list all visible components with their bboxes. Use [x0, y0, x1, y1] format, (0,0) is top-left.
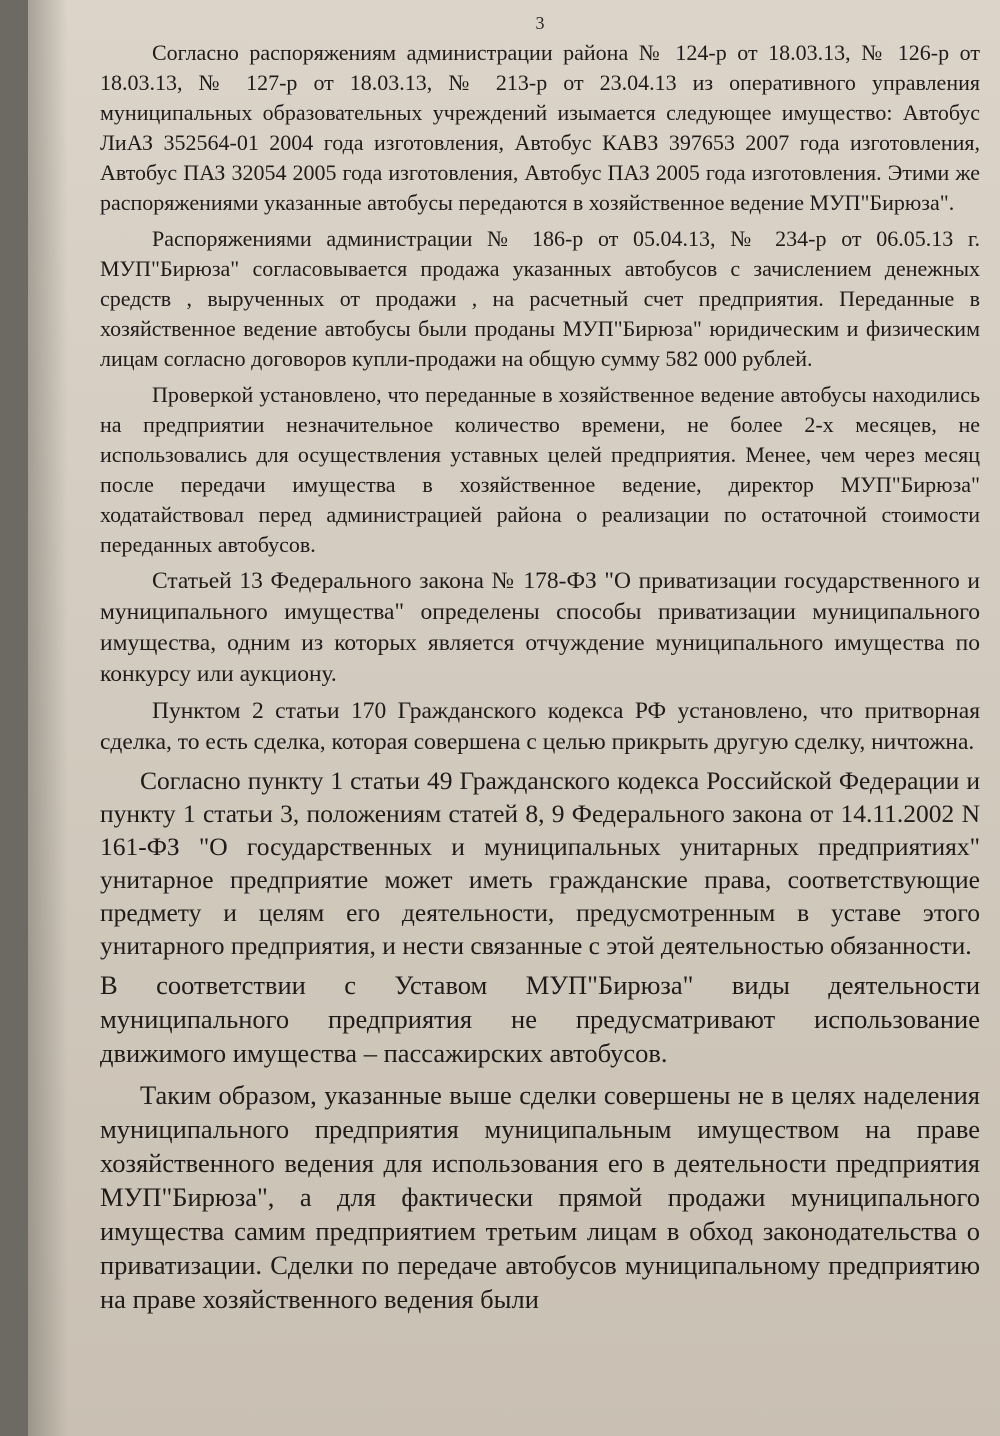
paragraph-charter: В соответствии с Уставом МУП"Бирюза" виды деятельности муниципального предприятия не предусматривают использование движимого имущества – пассажирских автобусов.: [100, 970, 980, 1068]
page-edge-shadow: [28, 0, 68, 1436]
paragraph-orders-transfer: Согласно распоряжениям администрации района № 124-р от 18.03.13, № 126-р от 18.03.13, № 127-р от 18.03.13, № 213-р от 23.04.13 из оперативного управления муниципальных образовательных учреждений изымается следующее имущество: Автобус ЛиАЗ 352564-01 2004 года изготовления, Автобус КАВЗ 397653 2007 года изготовления, Автобус ПАЗ 32054 2005 года изготовления, Автобус ПАЗ 2005 года изготовления. Этими же распоряжениями указанные автобусы передаются в хозяйственное ведение МУП"Бирюза".: [100, 40, 980, 215]
document-page: [28, 0, 1000, 1436]
paragraph-sale-approval: Распоряжениями администрации № 186-р от 05.04.13, № 234-р от 06.05.13 г. МУП"Бирюза" согласовывается продажа указанных автобусов с зачислением денежных средств , вырученных от продажи , на расчетный счет предприятия. Переданные в хозяйственное ведение автобусы были проданы МУП"Бирюза" юридическим и физическим лицам согласно договоров купли-продажи на общую сумму 582 000 рублей.: [100, 226, 980, 371]
document-body: [100, 0, 980, 1324]
paragraph-sham-transaction: Пунктом 2 статьи 170 Гражданского кодекса РФ установлено, что притворная сделка, то есть сделка, которая совершена с целью прикрыть другую сделку, ничтожна.: [100, 698, 980, 755]
paragraph-unitary-enterprise-rights: Согласно пункту 1 статьи 49 Гражданского кодекса Российской Федерации и пункту 1 статьи 3, положениям статей 8, 9 Федерального закона от 14.11.2002 N 161-ФЗ "О государственных и муниципальных унитарных предприятиях" унитарное предприятие может иметь гражданские права, соответствующие предмету и целям его деятельности, предусмотренным в уставе этого унитарного предприятия, и нести связанные с этой деятельностью обязанности.: [100, 766, 980, 960]
paragraph-privatization-law: Статьей 13 Федерального закона № 178-ФЗ "О приватизации государственного и муниципального имущества" определены способы приватизации муниципального имущества, одним из которых является отчуждение муниципального имущества по конкурсу или аукциону.: [100, 568, 980, 687]
page-number: 3: [535, 13, 545, 33]
paragraph-inspection-findings: Проверкой установлено, что переданные в хозяйственное ведение автобусы находились на предприятии незначительное количество времени, не более 2-х месяцев, не использовались для осуществления уставных целей предприятия. Менее, чем через месяц после передачи имущества в хозяйственное ведение, директор МУП"Бирюза" ходатайствовал перед администрацией района о реализации по остаточной стоимости переданных автобусов.: [100, 382, 980, 557]
paragraph-conclusion: Таким образом, указанные выше сделки совершены не в целях наделения муниципального предприятия муниципальным имуществом на праве хозяйственного ведения для использования его в деятельности предприятия МУП"Бирюза", а для фактически прямой продажи муниципального имущества самим предприятием третьим лицам в обход законодательства о приватизации. Сделки по передаче автобусов муниципальному предприятию на праве хозяйственного ведения были: [100, 1080, 980, 1314]
